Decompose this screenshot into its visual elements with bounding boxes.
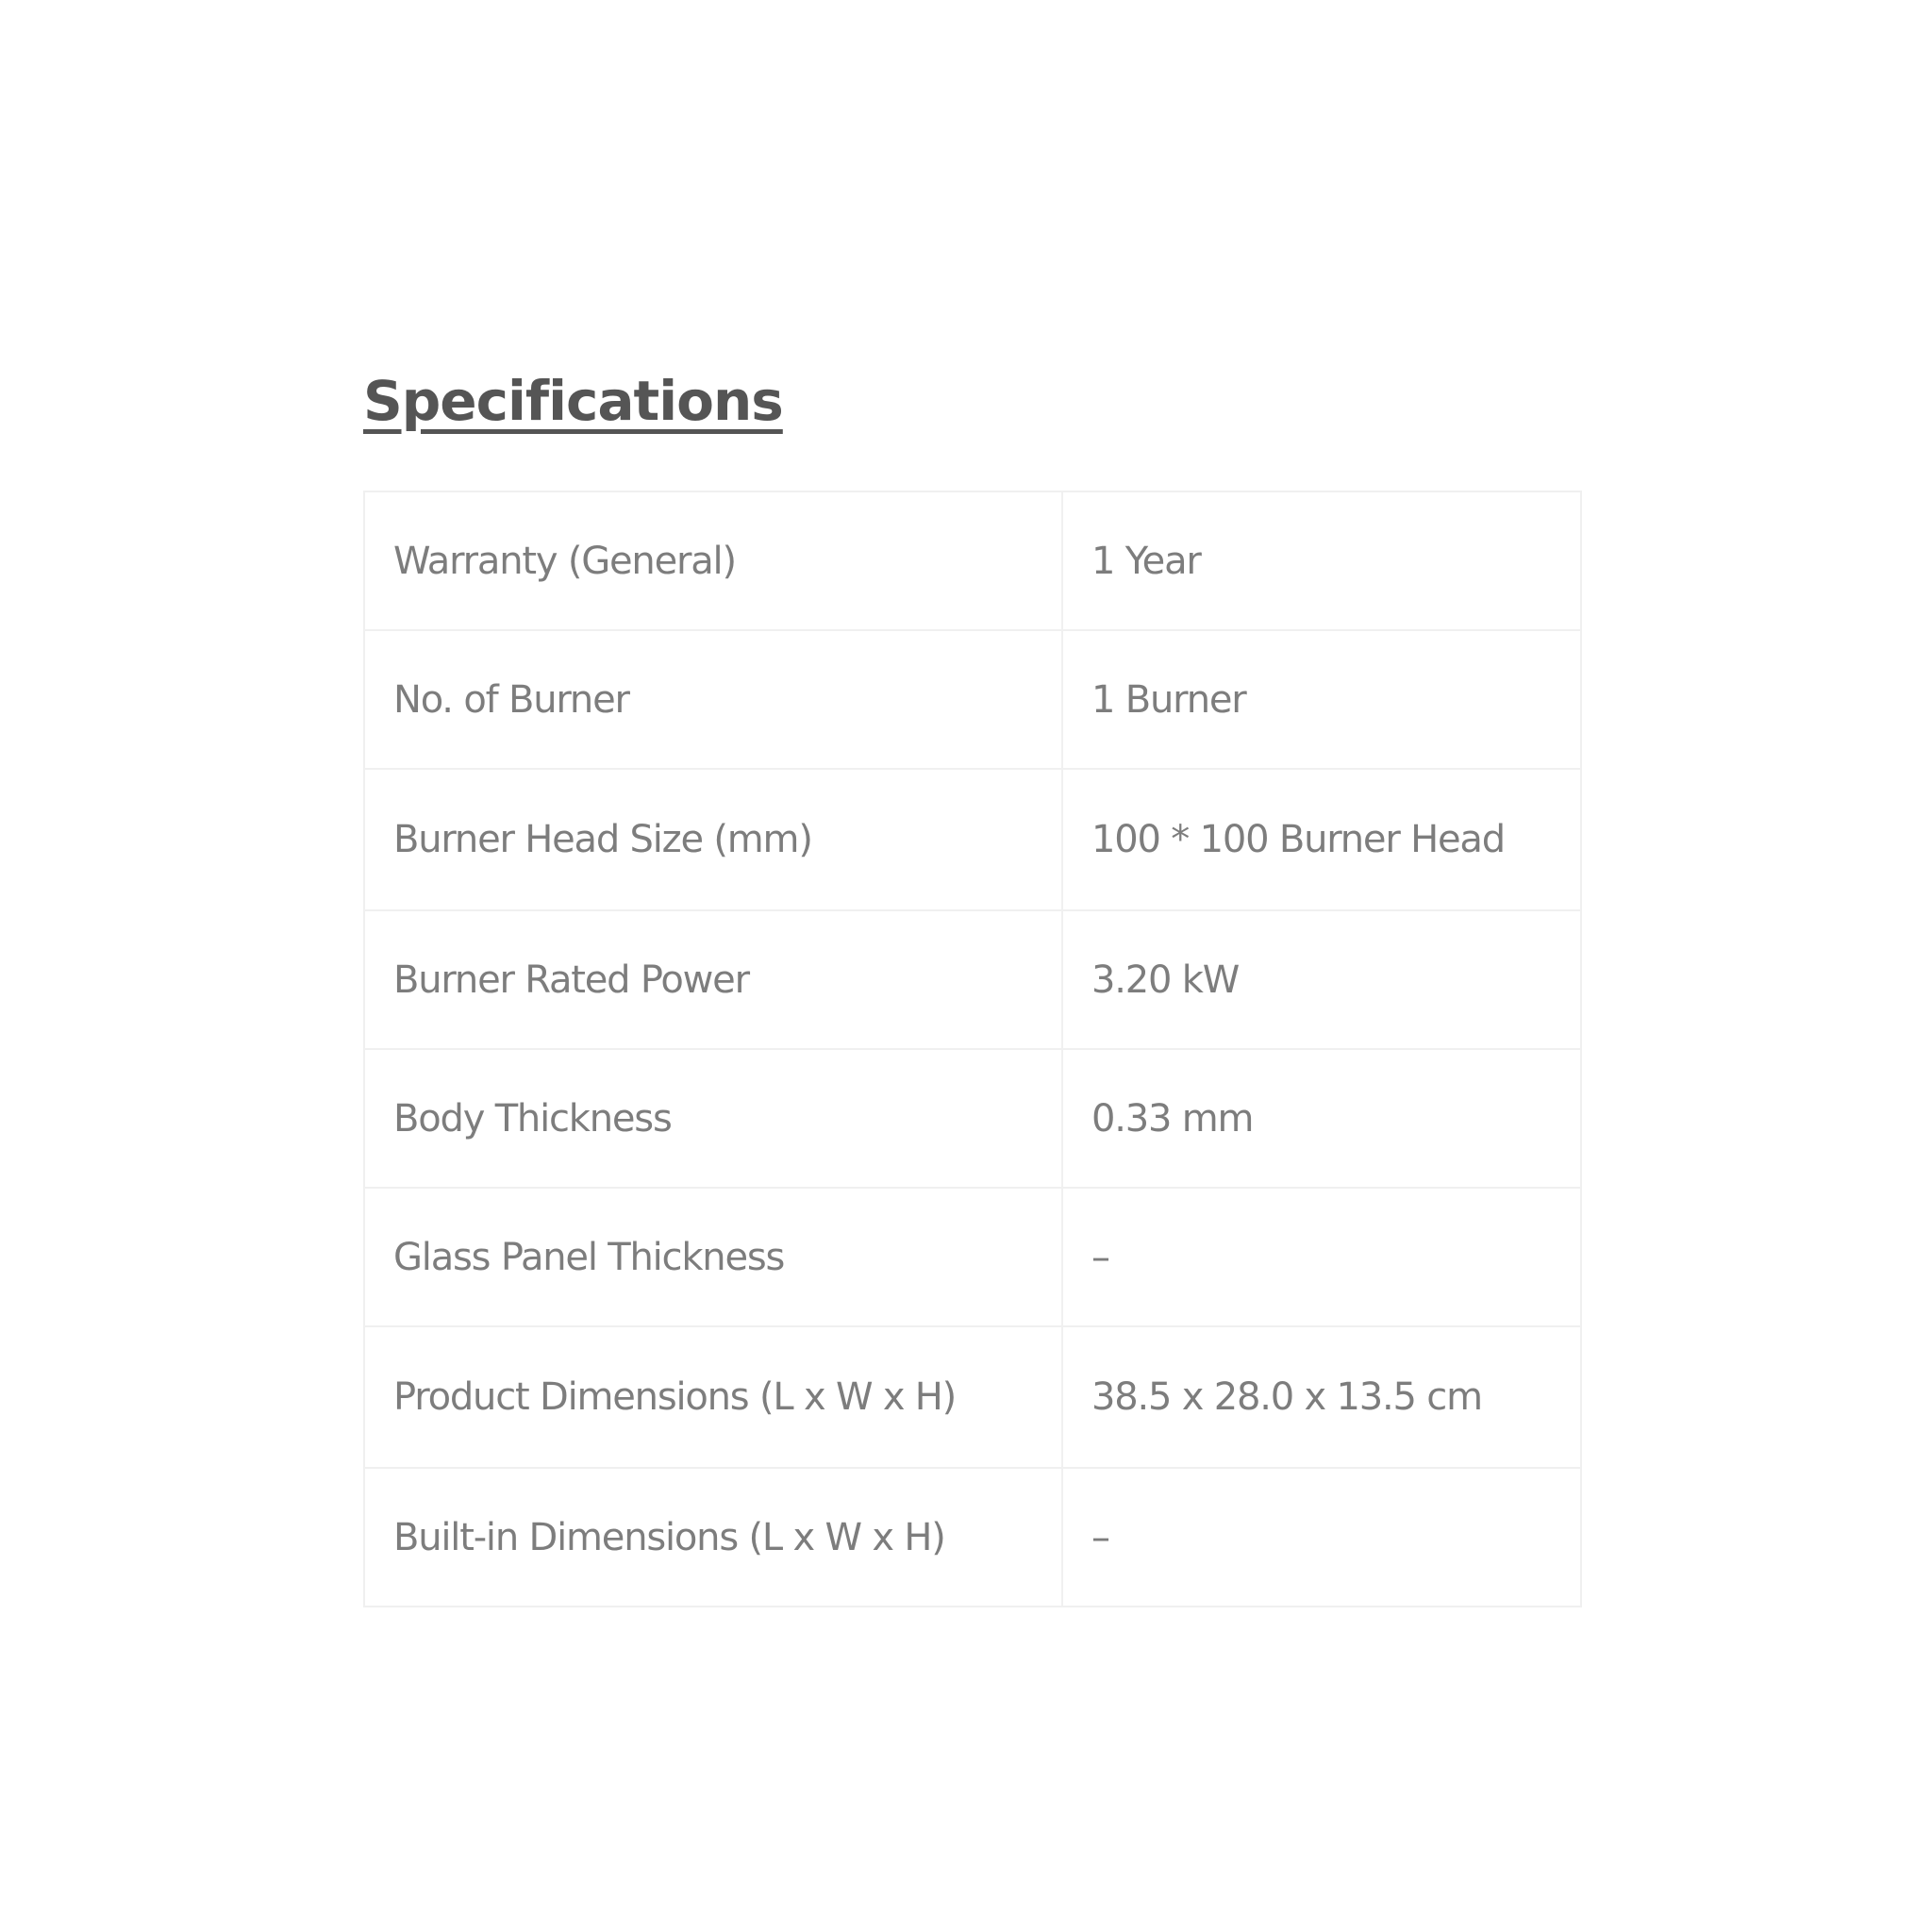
- specifications-table: [363, 491, 1582, 1607]
- spec-label: Burner Head Size (mm): [364, 769, 1062, 910]
- table-row: [364, 1326, 1581, 1468]
- section-heading: Specifications: [363, 369, 783, 433]
- spec-value: 0.33 mm: [1062, 1049, 1581, 1188]
- spec-label: No. of Burner: [364, 630, 1062, 769]
- table-row: [364, 769, 1581, 910]
- spec-label: Body Thickness: [364, 1049, 1062, 1188]
- table-row: [364, 910, 1581, 1049]
- table-row: [364, 1049, 1581, 1188]
- spec-value: 100 * 100 Burner Head: [1062, 769, 1581, 910]
- spec-label: Built-in Dimensions (L x W x H): [364, 1468, 1062, 1607]
- spec-value: 1 Year: [1062, 491, 1581, 630]
- specifications-section: [363, 358, 1580, 1607]
- spec-label: Glass Panel Thickness: [364, 1188, 1062, 1326]
- table-row: [364, 1468, 1581, 1607]
- spec-value: –: [1062, 1468, 1581, 1607]
- table-row: [364, 1188, 1581, 1326]
- spec-label: Burner Rated Power: [364, 910, 1062, 1049]
- spec-label: Product Dimensions (L x W x H): [364, 1326, 1062, 1468]
- spec-value: 1 Burner: [1062, 630, 1581, 769]
- spec-label: Warranty (General): [364, 491, 1062, 630]
- spec-value: 38.5 x 28.0 x 13.5 cm: [1062, 1326, 1581, 1468]
- spec-value: 3.20 kW: [1062, 910, 1581, 1049]
- spec-value: –: [1062, 1188, 1581, 1326]
- table-row: [364, 491, 1581, 630]
- table-row: [364, 630, 1581, 769]
